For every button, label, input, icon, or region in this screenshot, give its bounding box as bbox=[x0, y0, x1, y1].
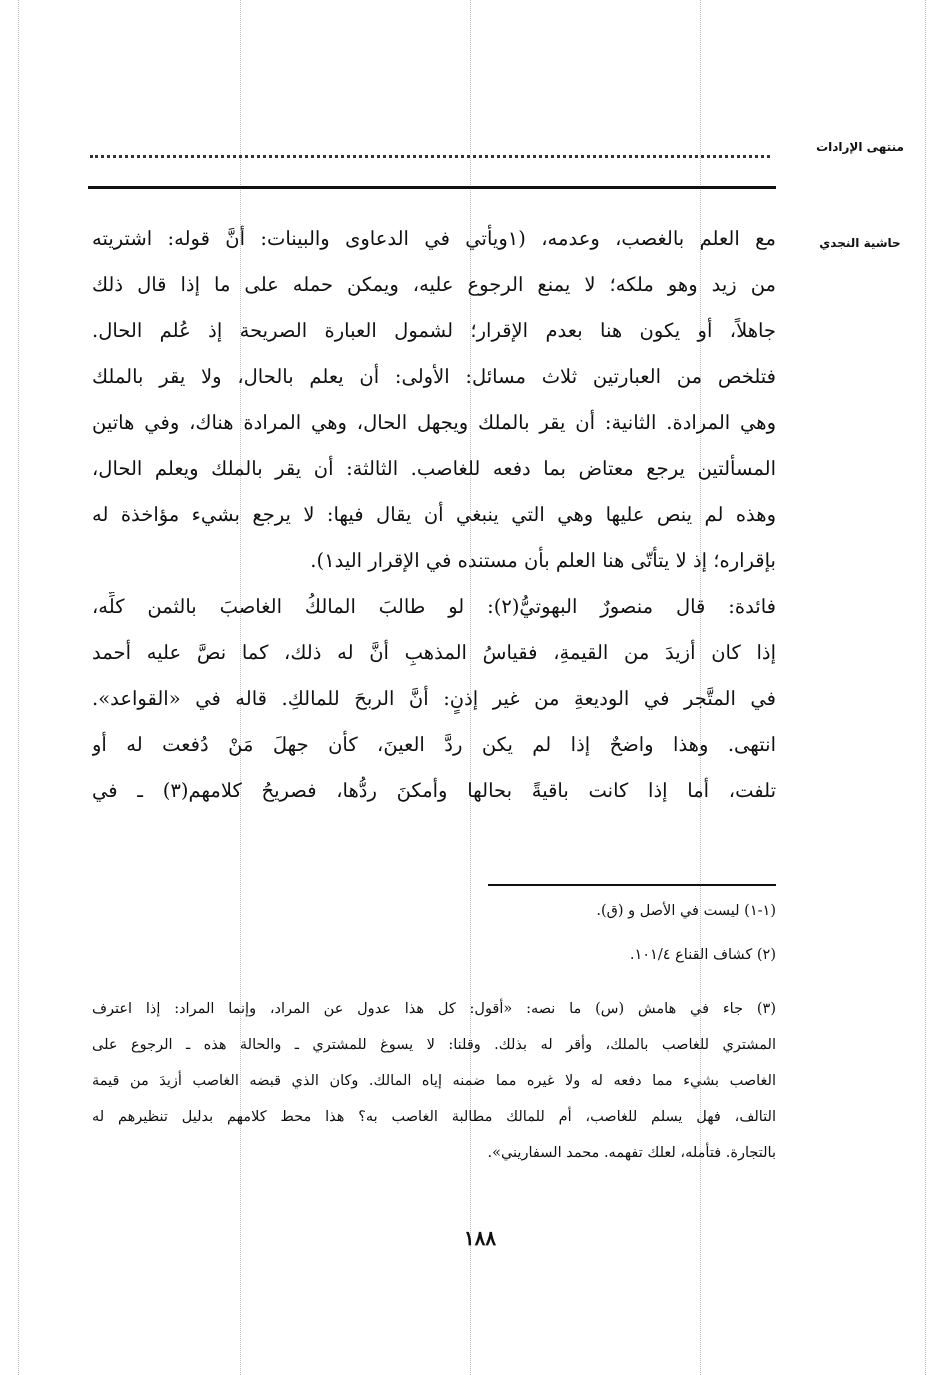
text-line: وهذه لم ينص عليها وهي التي ينبغي أن يقال فيها: لا يرجع بشيء مؤاخذة له bbox=[92, 503, 776, 526]
footnote-line: (٢) كشاف القناع ١٠١/٤. bbox=[629, 947, 776, 963]
text-line: بإقراره؛ إذ لا يتأتّى هنا العلم بأن مستنده في الإقرار اليد١). bbox=[310, 549, 776, 572]
side-label: حاشية النجدي bbox=[819, 236, 901, 250]
text-line: في المتَّجر في الوديعةِ من غير إذنٍ: أنَّ الربحَ للمالكِ. قاله في «القواعد». bbox=[92, 687, 776, 710]
scan-guide-line bbox=[18, 0, 19, 1375]
scan-guide-line bbox=[925, 0, 926, 1375]
text-line: انتهى. وهذا واضحٌ إذا لم يكن ردَّ العينَ، كأن جهلَ مَنْ دُفعت له أو bbox=[92, 733, 776, 756]
text-line: مع العلم بالغصب، وعدمه، (١ويأتي في الدعاوى والبينات: أنَّ قوله: اشتريته bbox=[92, 227, 776, 250]
text-line: تلفت، أما إذا كانت باقيةً بحالها وأمكنَ ردُّها، فصريحُ كلامهم(٣) ـ في bbox=[92, 779, 776, 802]
text-line: جاهلاً، أو يكون هنا بعدم الإقرار؛ لشمول العبارة الصريحة إذ عُلم الحال. bbox=[92, 319, 776, 342]
footnote-line: (١-١) ليست في الأصل و (ق). bbox=[596, 903, 776, 919]
main-text bbox=[92, 224, 776, 864]
text-line: وهي المرادة. الثانية: أن يقر بالملك ويجهل الحال، وهي المرادة هناك، وفي هاتين bbox=[92, 411, 776, 434]
header-rule bbox=[88, 186, 776, 189]
footnote-line: بالتجارة. فتأمله، لعلك تفهمه. محمد السفاريني». bbox=[487, 1145, 776, 1161]
footnote-line: المشتري للغاصب بالملك، وأقر له بذلك. وقلنا: لا يسوغ للمشتري ـ والحالة هذه ـ الرجوع على bbox=[92, 1037, 776, 1053]
running-title: منتهى الإرادات bbox=[816, 140, 904, 154]
footnote-rule bbox=[488, 884, 776, 886]
text-line: إذا كان أزيدَ من القيمةِ، فقياسُ المذهبِ أنَّ له ذلك، كما نصَّ عليه أحمد bbox=[92, 641, 776, 664]
text-line: من زيد وهو ملكه؛ لا يمنع الرجوع عليه، ويمكن حمله على ما إذا قال ذلك bbox=[92, 273, 776, 296]
text-line: فائدة: قال منصورٌ البهوتيُّ(٢): لو طالبَ المالكُ الغاصبَ بالثمن كلِّه، bbox=[92, 595, 776, 618]
text-line: المسألتين يرجع معتاض بما دفعه للغاصب. الثالثة: أن يقر بالملك ويعلم الحال، bbox=[92, 457, 776, 480]
header-dotted-rule bbox=[90, 155, 770, 158]
text-line: فتلخص من العبارتين ثلاث مسائل: الأولى: أن يعلم بالحال، ولا يقر بالملك bbox=[92, 365, 776, 388]
page-number: ١٨٨ bbox=[463, 1226, 497, 1250]
footnote-line: الغاصب بشيء مما دفعه له ولا غيره مما ضمنه إياه المالك. وكان الذي قبضه الغاصب أزيدَ من قيمة bbox=[92, 1073, 776, 1089]
footnote-line: (٣) جاء في هامش (س) ما نصه: «أقول: كل هذا عدول عن المراد، وإنما المراد: إذا اعترف bbox=[92, 1001, 776, 1017]
footnote-line: التالف، فهل يسلم للغاصب، أم للمالك مطالبة الغاصب به؟ هذا محط كلامهم بدليل تنظيرهم له bbox=[92, 1109, 776, 1125]
